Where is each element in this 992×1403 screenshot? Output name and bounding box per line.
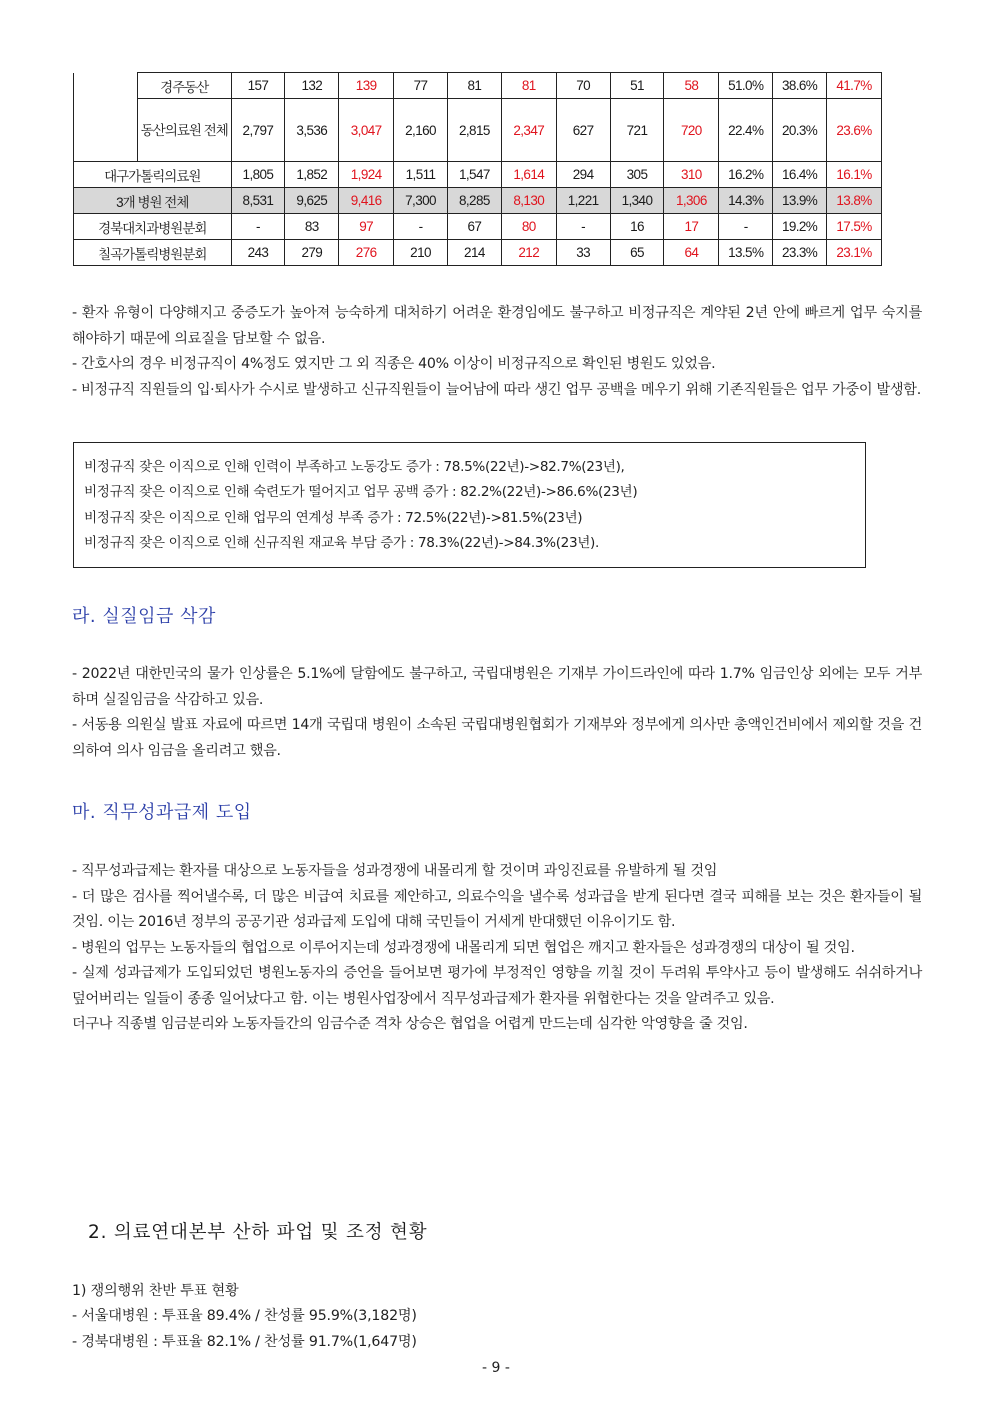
table-cell: 8,130 [501,188,556,214]
table-cell: 97 [339,214,394,240]
performance-pay-paragraphs [72,859,922,1038]
row-label: 대구가톨릭의료원 [74,162,232,188]
table-row [74,99,882,162]
table-row [74,162,882,188]
row-label: 3개 병원 전체 [74,188,232,214]
table-cell: 19.2% [773,214,827,240]
table-cell: 81 [501,73,556,99]
table-cell: 1,511 [394,162,448,188]
table-cell: - [556,214,610,240]
table-cell: 20.3% [773,99,827,162]
table-cell: 17 [664,214,719,240]
table-cell: 16 [610,214,664,240]
table-cell: 64 [664,240,719,266]
table-cell: 1,614 [501,162,556,188]
table-cell: 58 [664,73,719,99]
table-cell: - [231,214,285,240]
paragraph: - 2022년 대한민국의 물가 인상률은 5.1%에 달함에도 불구하고, 국립대병원은 기재부 가이드라인에 따라 1.7% 임금인상 외에는 모두 거부하며 실질임금을 삭감하고 있음. [72,666,922,708]
table-cell: 3,047 [339,99,394,162]
table-cell: 279 [285,240,339,266]
table-cell: 70 [556,73,610,99]
table-cell: 721 [610,99,664,162]
table-cell: 83 [285,214,339,240]
survey-line: 비정규직 잦은 이직으로 인해 숙련도가 떨어지고 업무 공백 증가 : 82.2%(22년)->86.6%(23년) [84,484,638,501]
paragraph: - 간호사의 경우 비정규직이 4%정도 였지만 그 외 직종은 40% 이상이 비정규직으로 확인된 병원도 있었음. [72,356,716,372]
table-cell: 13.5% [719,240,773,266]
table-cell: 14.3% [719,188,773,214]
table-cell: 17.5% [827,214,882,240]
row-label: 경주동산 [138,73,232,99]
table-cell: 8,285 [447,188,501,214]
table-cell: 210 [394,240,448,266]
table-row [74,188,882,214]
table-cell: 1,852 [285,162,339,188]
table-cell: 51.0% [719,73,773,99]
table-cell: 139 [339,73,394,99]
paragraph: - 더 많은 검사를 찍어낼수록, 더 많은 비급여 치료를 제안하고, 의료수익을 낼수록 성과급을 받게 된다면 결국 피해를 보는 것은 환자들이 될 것임. 이는 2016년 정부의 공공기관 성과급제 도입에 대해 국민들이 거세게 반대했던 이유이기도 함. [72,888,922,930]
table-cell: 9,416 [339,188,394,214]
table-cell: 1,221 [556,188,610,214]
paragraph: - 직무성과급제는 환자를 대상으로 노동자들을 성과경쟁에 내몰리게 할 것이며 과잉진료를 유발하게 될 것임 [72,863,718,879]
page-number: - 9 - [482,1360,510,1376]
table-row [74,73,882,99]
survey-result-box [73,442,866,568]
survey-line: 비정규직 잦은 이직으로 인해 업무의 연계성 부족 증가 : 72.5%(22년)->81.5%(23년) [84,509,583,526]
survey-line: 비정규직 잦은 이직으로 인해 신규직원 재교육 부담 증가 : 78.3%(22년)->84.3%(23년). [84,534,599,551]
table-cell: 41.7% [827,73,882,99]
table-cell: 33 [556,240,610,266]
table-cell: 51 [610,73,664,99]
table-cell: - [719,214,773,240]
table-cell: 276 [339,240,394,266]
paragraph: - 비정규직 직원들의 입·퇴사가 수시로 발생하고 신규직원들이 늘어남에 따라 생긴 업무 공백을 메우기 위해 기존직원들은 업무 가중이 발생함. [72,381,921,398]
table-cell: 2,797 [231,99,285,162]
table-cell: 2,160 [394,99,448,162]
table-cell: 1,924 [339,162,394,188]
paragraph: - 병원의 업무는 노동자들의 협업으로 이루어지는데 성과경쟁에 내몰리게 되면 협업은 깨지고 환자들은 성과경쟁의 대상이 될 것임. [72,939,855,956]
hospital-staff-table [73,72,882,266]
table-cell: 1,306 [664,188,719,214]
wage-paragraphs [72,662,922,764]
table-cell: 65 [610,240,664,266]
vote-line-seoul: - 서울대병원 : 투표율 89.4% / 찬성률 95.9%(3,182명) [72,1308,417,1324]
table-cell: 22.4% [719,99,773,162]
paragraph: - 서동용 의원실 발표 자료에 따르면 14개 국립대 병원이 소속된 국립대병원협회가 기재부와 정부에게 의사만 총액인건비에서 제외할 것을 건의하여 의사 임금을 올리려고 했음. [72,717,922,759]
table-cell: 157 [231,73,285,99]
table-cell: 67 [447,214,501,240]
table-cell: 16.2% [719,162,773,188]
survey-line: 비정규직 잦은 이직으로 인해 인력이 부족하고 노동강도 증가 : 78.5%(22년)->82.7%(23년), [84,459,625,475]
table-cell: 294 [556,162,610,188]
table-cell: 80 [501,214,556,240]
table-cell: 81 [447,73,501,99]
table-cell: 627 [556,99,610,162]
row-label: 동산의료원 전체 [138,99,232,162]
row-label: 칠곡가톨릭병원분회 [74,240,232,266]
section-heading-ma: 마. 직무성과급제 도입 [72,802,252,823]
section-2-title: 2. 의료연대본부 산하 파업 및 조정 현황 [88,1222,428,1243]
paragraph: - 환자 유형이 다양해지고 중증도가 높아져 능숙하게 대처하기 어려운 환경임에도 불구하고 비정규직은 계약된 2년 안에 빠르게 업무 숙지를 해야하기 때문에 의료질을 담보할 수 없음. [72,305,922,347]
table-cell: 310 [664,162,719,188]
table-cell: - [394,214,448,240]
table-cell: 8,531 [231,188,285,214]
table-cell: 23.6% [827,99,882,162]
table-row [74,240,882,266]
table-cell: 2,815 [447,99,501,162]
table-row [74,214,882,240]
table-cell: 9,625 [285,188,339,214]
vote-line-kyungpook: - 경북대병원 : 투표율 82.1% / 찬성률 91.7%(1,647명) [72,1334,417,1350]
paragraph: - 실제 성과급제가 도입되었던 병원노동자의 증언을 들어보면 평가에 부정적인 영향을 끼칠 것이 두려워 투약사고 등이 발생해도 쉬쉬하거나 덮어버리는 일들이 종종 일어났다고 함. 이는 병원사업장에서 직무성과급제가 환자를 위협한다는 것을 알려주고 있음. [72,965,922,1007]
table-cell: 23.1% [827,240,882,266]
nonregular-paragraphs [72,301,922,403]
table-cell: 2,347 [501,99,556,162]
table-cell: 132 [285,73,339,99]
group-cell [74,73,138,162]
table-cell: 1,805 [231,162,285,188]
table-body [74,73,882,266]
table-cell: 16.1% [827,162,882,188]
table-cell: 7,300 [394,188,448,214]
table-cell: 23.3% [773,240,827,266]
table-cell: 214 [447,240,501,266]
table-cell: 13.8% [827,188,882,214]
vote-subheading: 1) 쟁의행위 찬반 투표 현황 [72,1283,239,1299]
table-cell: 212 [501,240,556,266]
table-cell: 305 [610,162,664,188]
table-cell: 77 [394,73,448,99]
table-cell: 1,340 [610,188,664,214]
table-cell: 13.9% [773,188,827,214]
table-cell: 38.6% [773,73,827,99]
table-cell: 1,547 [447,162,501,188]
table-cell: 16.4% [773,162,827,188]
table-cell: 243 [231,240,285,266]
paragraph: 더구나 직종별 임금분리와 노동자들간의 임금수준 격차 상승은 협업을 어렵게 만드는데 심각한 악영향을 줄 것임. [72,1016,748,1032]
section-heading-ra: 라. 실질임금 삭감 [72,606,216,627]
row-label: 경북대치과병원분회 [74,214,232,240]
table-cell: 3,536 [285,99,339,162]
table-cell: 720 [664,99,719,162]
